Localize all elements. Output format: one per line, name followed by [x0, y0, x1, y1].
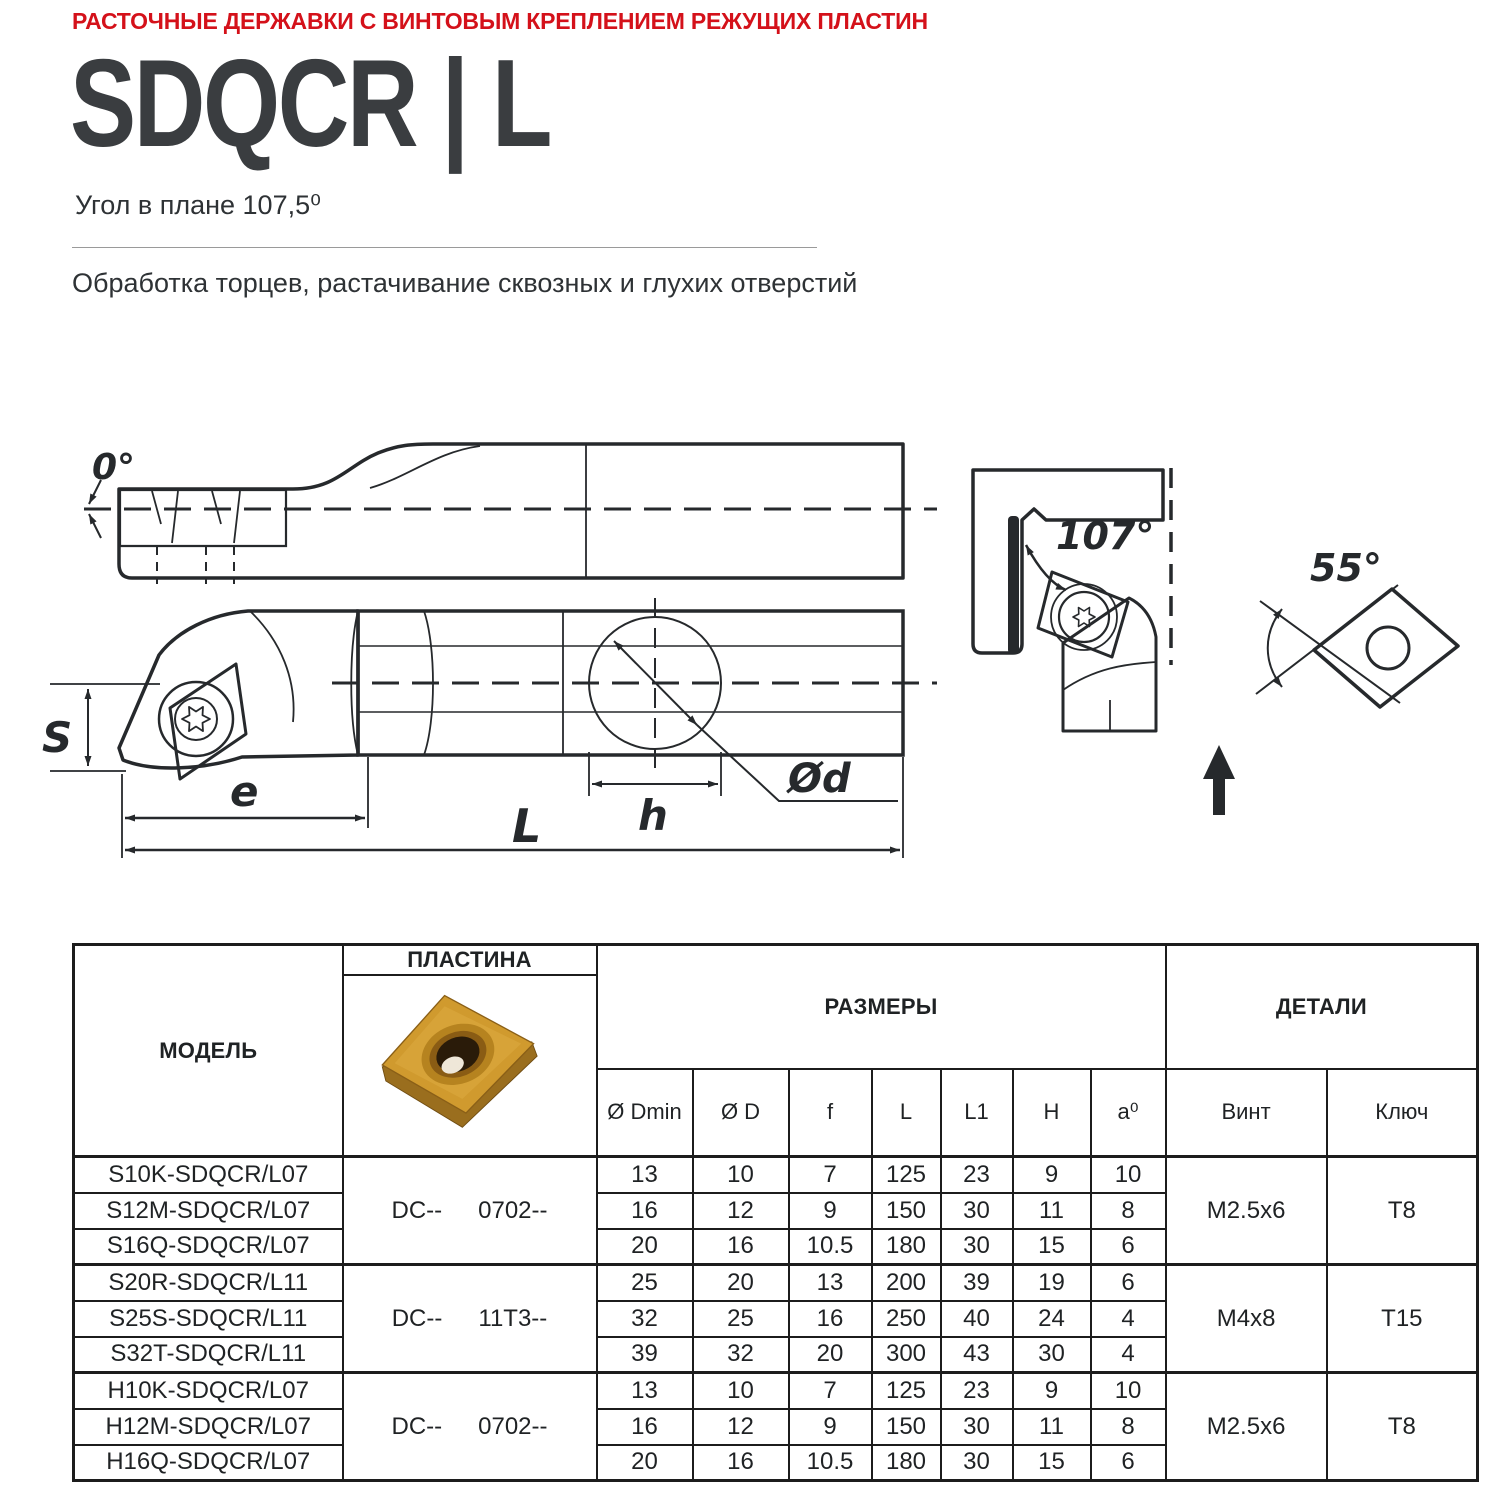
cell-dim: 25: [693, 1301, 789, 1337]
cell-dim: 32: [693, 1337, 789, 1373]
cell-dim: 16: [789, 1301, 872, 1337]
cell-model: S20R-SDQCR/L11: [74, 1265, 343, 1301]
insert-photo: [362, 976, 577, 1154]
cell-dim: 16: [693, 1229, 789, 1265]
cell-dim: 23: [941, 1373, 1013, 1409]
header-sizes: РАЗМЕРЫ: [597, 945, 1166, 1069]
application-description: Обработка торцев, растачивание сквозных и глухих отверстий: [72, 268, 858, 298]
cell-dim: 13: [597, 1373, 693, 1409]
cell-dim: 7: [789, 1157, 872, 1193]
cell-screw: M2.5x6: [1166, 1157, 1327, 1265]
cell-dim: 12: [693, 1409, 789, 1445]
cell-dim: 6: [1091, 1229, 1166, 1265]
cell-key: T15: [1327, 1265, 1478, 1373]
drawing-insert-55: [1256, 546, 1458, 707]
cell-dim: 16: [693, 1445, 789, 1481]
cell-dim: 10: [693, 1373, 789, 1409]
cell-dim: 23: [941, 1157, 1013, 1193]
header-dmin: Ø Dmin: [597, 1069, 693, 1157]
cell-plate: DC-- 11T3--: [343, 1265, 597, 1373]
drawing-side-view-top: [84, 444, 937, 584]
plan-angle-note: Угол в плане 107,5⁰: [75, 190, 321, 220]
cell-dim: 13: [597, 1157, 693, 1193]
insert-angle-label: 55°: [1310, 546, 1382, 590]
header-model: МОДЕЛЬ: [74, 945, 343, 1157]
cell-dim: 9: [789, 1193, 872, 1229]
cell-dim: 30: [941, 1409, 1013, 1445]
torx-screw-icon: [182, 707, 210, 731]
cell-model: H10K-SDQCR/L07: [74, 1373, 343, 1409]
cell-dim: 4: [1091, 1337, 1166, 1373]
cell-dim: 19: [1013, 1265, 1091, 1301]
cell-dim: 11: [1013, 1193, 1091, 1229]
cell-screw: M4x8: [1166, 1265, 1327, 1373]
cell-key: T8: [1327, 1373, 1478, 1481]
cell-dim: 9: [1013, 1157, 1091, 1193]
cell-dim: 200: [872, 1265, 941, 1301]
cell-dim: 250: [872, 1301, 941, 1337]
cell-plate: DC-- 0702--: [343, 1373, 597, 1481]
insert-photo-cell: [343, 975, 597, 1157]
cell-model: S12M-SDQCR/L07: [74, 1193, 343, 1229]
cell-model: S32T-SDQCR/L11: [74, 1337, 343, 1373]
dim-od-label: Ød: [788, 756, 851, 802]
cell-dim: 30: [941, 1193, 1013, 1229]
cell-dim: 32: [597, 1301, 693, 1337]
cell-dim: 30: [1013, 1337, 1091, 1373]
cell-key: T8: [1327, 1157, 1478, 1265]
cell-screw: M2.5x6: [1166, 1373, 1327, 1481]
cell-dim: 20: [597, 1229, 693, 1265]
cell-dim: 24: [1013, 1301, 1091, 1337]
cell-dim: 10: [693, 1157, 789, 1193]
cell-dim: 10.5: [789, 1229, 872, 1265]
cell-model: H16Q-SDQCR/L07: [74, 1445, 343, 1481]
cell-dim: 9: [1013, 1373, 1091, 1409]
table-row: [74, 1373, 1478, 1409]
table-row: [74, 1157, 1478, 1193]
cell-dim: 10: [1091, 1373, 1166, 1409]
cell-dim: 12: [693, 1193, 789, 1229]
cell-dim: 43: [941, 1337, 1013, 1373]
cell-dim: 4: [1091, 1301, 1166, 1337]
header-l: L: [872, 1069, 941, 1157]
header-screw: Винт: [1166, 1069, 1327, 1157]
cell-dim: 30: [941, 1229, 1013, 1265]
header-h: H: [1013, 1069, 1091, 1157]
cell-dim: 20: [693, 1265, 789, 1301]
cell-dim: 16: [597, 1193, 693, 1229]
cell-dim: 30: [941, 1445, 1013, 1481]
cell-plate: DC-- 0702--: [343, 1157, 597, 1265]
cell-model: H12M-SDQCR/L07: [74, 1409, 343, 1445]
header-d: Ø D: [693, 1069, 789, 1157]
rake-angle-label: 0°: [92, 447, 136, 488]
cell-dim: 6: [1091, 1445, 1166, 1481]
cell-model: S25S-SDQCR/L11: [74, 1301, 343, 1337]
cell-model: S16Q-SDQCR/L07: [74, 1229, 343, 1265]
cell-dim: 9: [789, 1409, 872, 1445]
header-plate: ПЛАСТИНА: [343, 945, 597, 975]
drawing-side-view-front: [42, 598, 937, 858]
page-eyebrow: РАСТОЧНЫЕ ДЕРЖАВКИ С ВИНТОВЫМ КРЕПЛЕНИЕМ РЕЖУЩИХ ПЛАСТИН: [72, 8, 928, 34]
entry-angle-label: 107°: [1056, 514, 1155, 558]
cell-dim: 20: [789, 1337, 872, 1373]
cell-dim: 125: [872, 1157, 941, 1193]
cell-dim: 15: [1013, 1229, 1091, 1265]
header-l1: L1: [941, 1069, 1013, 1157]
cell-dim: 150: [872, 1193, 941, 1229]
cell-dim: 40: [941, 1301, 1013, 1337]
cell-dim: 10: [1091, 1157, 1166, 1193]
cell-dim: 15: [1013, 1445, 1091, 1481]
cell-dim: 10.5: [789, 1445, 872, 1481]
cell-dim: 16: [597, 1409, 693, 1445]
cell-dim: 11: [1013, 1409, 1091, 1445]
page-title: SDQCR | L: [70, 35, 551, 173]
cell-dim: 39: [941, 1265, 1013, 1301]
cell-dim: 125: [872, 1373, 941, 1409]
cell-dim: 180: [872, 1229, 941, 1265]
cell-dim: 8: [1091, 1409, 1166, 1445]
cell-dim: 13: [789, 1265, 872, 1301]
header-a: a⁰: [1091, 1069, 1166, 1157]
dim-e-label: e: [230, 767, 259, 816]
drawing-end-view: [973, 468, 1235, 815]
cell-dim: 20: [597, 1445, 693, 1481]
feed-direction-arrow-icon: [1203, 745, 1235, 815]
cell-dim: 39: [597, 1337, 693, 1373]
dim-h-label: h: [638, 791, 668, 840]
spec-table: [72, 943, 1479, 1482]
cell-dim: 150: [872, 1409, 941, 1445]
header-key: Ключ: [1327, 1069, 1478, 1157]
dim-s-label: S: [42, 713, 73, 762]
table-row: [74, 1265, 1478, 1301]
cell-dim: 300: [872, 1337, 941, 1373]
cell-dim: 180: [872, 1445, 941, 1481]
cell-dim: 7: [789, 1373, 872, 1409]
dim-l-label: L: [512, 799, 542, 853]
cell-model: S10K-SDQCR/L07: [74, 1157, 343, 1193]
cell-dim: 8: [1091, 1193, 1166, 1229]
header-details: ДЕТАЛИ: [1166, 945, 1478, 1069]
cell-dim: 6: [1091, 1265, 1166, 1301]
header-f: f: [789, 1069, 872, 1157]
cell-dim: 25: [597, 1265, 693, 1301]
